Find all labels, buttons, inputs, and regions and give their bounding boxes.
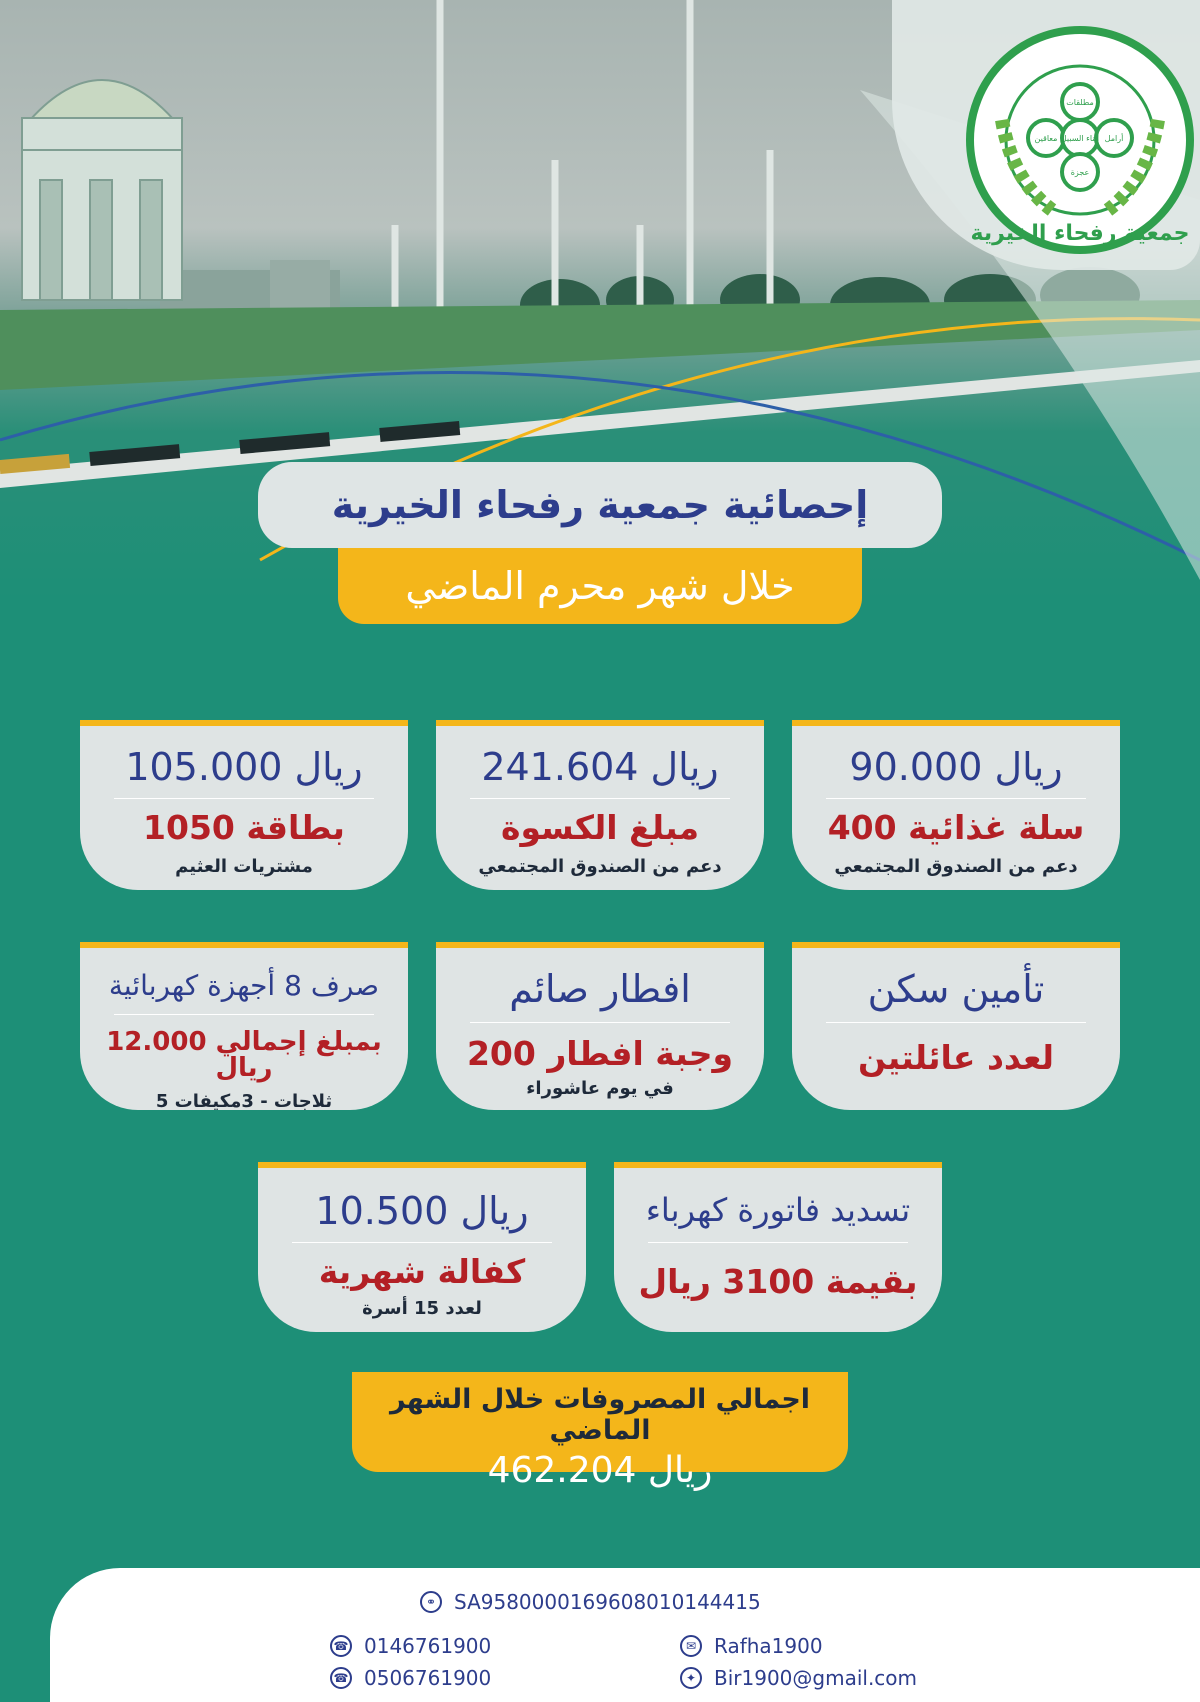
mail-icon: ✉: [680, 1635, 702, 1657]
stat-card-title: 200 وجبة افطار: [466, 1034, 734, 1073]
stat-card-note: 5 ثلاجات - 3مكيفات: [155, 1091, 333, 1112]
seal-circle-text: مطلقات: [1066, 98, 1094, 107]
stat-card-note: مشتريات العثيم: [175, 856, 313, 877]
stat-card-note: لعدد 15 أسرة: [362, 1298, 482, 1319]
stat-card-amount: 90.000 ريال: [849, 745, 1063, 789]
seal-circle-text: أبناء السبيل: [1060, 134, 1100, 143]
stat-card-title: 1050 بطاقة: [143, 808, 345, 847]
social-row: [680, 1634, 823, 1658]
bank-icon: ⚭: [420, 1591, 442, 1613]
seal-circle-text: معاقين: [1034, 134, 1058, 143]
charity-seal-logo: [892, 0, 1200, 270]
stat-card-iftar: [436, 942, 764, 1110]
stat-card-appliances: [80, 942, 408, 1110]
stat-card-housing: [792, 942, 1120, 1110]
stat-card-divider: [826, 798, 1086, 799]
stat-card-clothing: [436, 720, 764, 890]
stat-card-amount: 241.604 ريال: [481, 745, 719, 789]
page-title-text: إحصائية جمعية رفحاء الخيرية: [331, 483, 869, 527]
phone-icon: ☎: [330, 1667, 352, 1689]
stat-card-divider: [648, 1242, 908, 1243]
stat-card-amount: افطار صائم: [509, 967, 691, 1011]
stat-card-title: كفالة شهرية: [318, 1252, 526, 1291]
stat-card-title: بمبلغ إجمالي 12.000 ريال: [106, 1027, 382, 1083]
seal-circle-text: أرامل: [1104, 134, 1124, 143]
stat-card-divider: [292, 1242, 552, 1243]
stat-card-cards: [80, 720, 408, 890]
stat-card-title: مبلغ الكسوة: [500, 808, 700, 847]
stat-card-divider: [470, 1022, 730, 1023]
stat-card-sponsorship: [258, 1162, 586, 1332]
pavilion: [22, 80, 182, 300]
stat-card-title: لعدد عائلتين: [858, 1038, 1054, 1077]
stat-card-amount: 10.500 ريال: [315, 1189, 529, 1233]
page-subtitle: [338, 548, 862, 624]
stat-card-amount: 105.000 ريال: [125, 745, 363, 789]
stat-card-amount: صرف 8 أجهزة كهربائية: [108, 969, 380, 1002]
email-row: [680, 1666, 917, 1690]
stat-card-food-baskets: [792, 720, 1120, 890]
email-text[interactable]: Bir1900@gmail.com: [714, 1666, 918, 1690]
social-handle-text[interactable]: Rafha1900: [714, 1634, 823, 1658]
stat-card-title: 400 سلة غذائية: [827, 808, 1085, 847]
page-subtitle-text: خلال شهر محرم الماضي: [405, 564, 795, 608]
seal-panel: [892, 0, 1200, 270]
iban-row: [420, 1590, 761, 1614]
seal-circle-text: عجزة: [1070, 168, 1090, 177]
total-expenses-label: اجمالي المصروفات خلال الشهر الماضي: [389, 1384, 811, 1446]
stat-card-divider: [114, 1014, 374, 1015]
page-title: [258, 462, 942, 548]
seal-name: جمعية رفحاء الخيرية: [970, 221, 1190, 246]
stat-card-amount: تسديد فاتورة كهرباء: [645, 1191, 911, 1229]
total-expenses: [352, 1372, 848, 1491]
stat-card-note: دعم من الصندوق المجتمعي: [478, 856, 722, 877]
total-expenses-value: 462.204 ريال: [487, 1450, 713, 1491]
stat-card-divider: [826, 1022, 1086, 1023]
contact-footer: [50, 1568, 1200, 1702]
stat-card-note: في يوم عاشوراء: [526, 1078, 674, 1099]
stat-card-amount: تأمين سكن: [867, 967, 1045, 1011]
phone-text[interactable]: 0146761900: [364, 1634, 492, 1658]
stat-card-electricity-bill: [614, 1162, 942, 1332]
phone-icon: ☎: [330, 1635, 352, 1657]
stat-card-title: بقيمة 3100 ريال: [638, 1262, 918, 1301]
stat-card-divider: [470, 798, 730, 799]
phone-row-1: [330, 1634, 491, 1658]
stat-card-note: دعم من الصندوق المجتمعي: [834, 856, 1078, 877]
twitter-icon: ✦: [680, 1667, 702, 1689]
stat-card-divider: [114, 798, 374, 799]
phone-text[interactable]: 0506761900: [364, 1666, 492, 1690]
iban-text: SA9580000169608010144415: [454, 1590, 761, 1614]
phone-row-2: [330, 1666, 491, 1690]
